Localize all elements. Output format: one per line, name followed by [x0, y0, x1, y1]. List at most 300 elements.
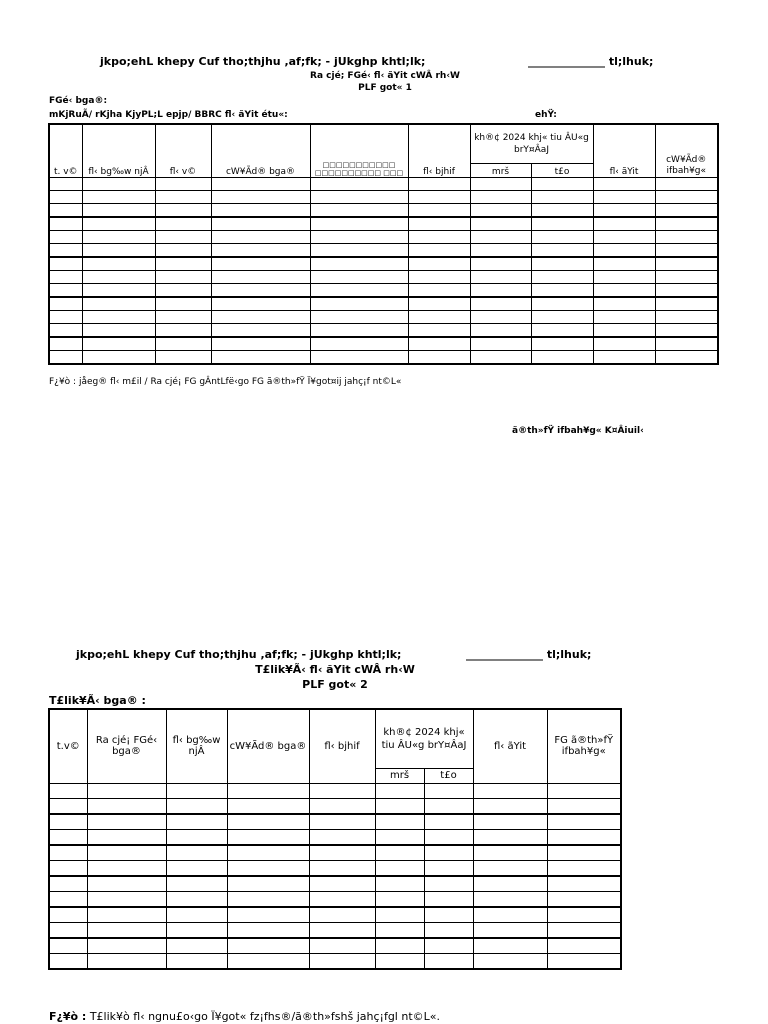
table-cell: [310, 204, 408, 218]
table-cell: [87, 814, 166, 830]
table-cell: [87, 953, 166, 969]
table-cell: [531, 178, 593, 191]
table-cell: [310, 337, 408, 351]
table-cell: [309, 938, 375, 954]
table-cell: [227, 845, 309, 861]
table-cell: [531, 191, 593, 204]
table-row: [49, 922, 621, 938]
table-cell: [408, 351, 470, 365]
table-cell: [87, 860, 166, 876]
month-label: ehŸ:: [535, 110, 557, 120]
table-cell: [531, 297, 593, 311]
table-cell: [655, 191, 718, 204]
table-cell: [655, 311, 718, 324]
table-row: [49, 845, 621, 861]
table-cell: [49, 271, 82, 284]
table-cell: [473, 907, 547, 923]
table-cell: [166, 907, 227, 923]
table-cell: [655, 324, 718, 338]
table-cell: [227, 922, 309, 938]
table-cell: [547, 907, 621, 923]
table-cell: [470, 231, 531, 244]
table-cell: [408, 257, 470, 271]
table-cell: [375, 798, 424, 814]
table-cell: [531, 271, 593, 284]
table-cell: [155, 204, 211, 218]
col-principal: mrš: [470, 164, 531, 178]
table-cell: [547, 953, 621, 969]
table-cell: [49, 798, 87, 814]
table-cell: [408, 324, 470, 338]
table-cell: [49, 938, 87, 954]
col-loan-amount: fl‹ bjhif: [309, 709, 375, 783]
table-cell: [593, 351, 655, 365]
table-cell: [82, 204, 155, 218]
table-cell: [655, 257, 718, 271]
table-cell: [82, 271, 155, 284]
table-cell: [408, 178, 470, 191]
table-cell: [470, 351, 531, 365]
table-row: [49, 324, 718, 338]
table-cell: [87, 891, 166, 907]
table-cell: [424, 922, 473, 938]
table-cell: [593, 191, 655, 204]
table-cell: [470, 337, 531, 351]
table-cell: [593, 337, 655, 351]
table-cell: [593, 324, 655, 338]
table-cell: [470, 257, 531, 271]
table-cell: [310, 297, 408, 311]
table-cell: [155, 337, 211, 351]
table-cell: [655, 204, 718, 218]
table-cell: [155, 351, 211, 365]
table-cell: [211, 337, 310, 351]
col-group-name: Ra cjé¡ FGé‹ bga®: [87, 709, 166, 783]
table-cell: [82, 244, 155, 258]
table-cell: [531, 204, 593, 218]
table-cell: [87, 783, 166, 798]
table-cell: [49, 351, 82, 365]
table-cell: [310, 351, 408, 365]
table-cell: [166, 798, 227, 814]
table-cell: [473, 783, 547, 798]
table-cell: [547, 860, 621, 876]
table-cell: [49, 922, 87, 938]
table-cell: [593, 217, 655, 231]
table-cell: [155, 324, 211, 338]
table-cell: [309, 860, 375, 876]
table-cell: [375, 953, 424, 969]
loan-balance-table-1: [48, 123, 719, 365]
table-cell: [593, 231, 655, 244]
table-cell: [82, 351, 155, 365]
table-cell: [49, 953, 87, 969]
table-cell: [424, 938, 473, 954]
table-cell: [49, 907, 87, 923]
table-cell: [87, 798, 166, 814]
table-cell: [424, 891, 473, 907]
table-row: [49, 257, 718, 271]
table-cell: [49, 284, 82, 298]
table-cell: [87, 845, 166, 861]
table-row: [49, 783, 621, 798]
table-cell: [82, 311, 155, 324]
table-row: [49, 953, 621, 969]
table-cell: [593, 204, 655, 218]
table-cell: [82, 324, 155, 338]
table-cell: [166, 938, 227, 954]
table-cell: [547, 845, 621, 861]
col-sno: t.v©: [49, 709, 87, 783]
table-cell: [655, 337, 718, 351]
table-cell: [424, 876, 473, 892]
table-cell: [227, 798, 309, 814]
table-cell: [424, 798, 473, 814]
table-cell: [227, 860, 309, 876]
table-cell: [547, 938, 621, 954]
table-cell: [82, 257, 155, 271]
table-row: [49, 217, 718, 231]
table-cell: [424, 907, 473, 923]
table-cell: [408, 217, 470, 231]
table-cell: [82, 337, 155, 351]
table-cell: [473, 798, 547, 814]
table-row: [49, 178, 718, 191]
table-cell: [470, 178, 531, 191]
table-cell: [547, 783, 621, 798]
table-cell: [408, 204, 470, 218]
table-cell: [211, 257, 310, 271]
table-cell: [87, 907, 166, 923]
table-cell: [49, 297, 82, 311]
group-name-label: FGé‹ bga®:: [49, 96, 108, 106]
table-cell: [211, 271, 310, 284]
col-period-header: kh®¢ 2024 khj« tiu ÂU«g brY¤ÂaJ: [470, 124, 593, 164]
table-cell: [593, 271, 655, 284]
table-row: [49, 311, 718, 324]
table-cell: [310, 178, 408, 191]
table-cell: [211, 204, 310, 218]
table-cell: [155, 217, 211, 231]
col-loan-no: fl‹ v©: [155, 124, 211, 178]
form2-form-number: PLF got« 2: [302, 678, 368, 691]
col-activity: □□□□□□□□□□□ □□□□□□□□□□ □□□: [310, 124, 408, 178]
table-cell: [166, 814, 227, 830]
table-cell: [211, 244, 310, 258]
federation-label: T£lik¥Ã‹ bga® :: [49, 694, 146, 707]
table-cell: [82, 284, 155, 298]
table-cell: [593, 311, 655, 324]
table-cell: [49, 178, 82, 191]
table-cell: [227, 938, 309, 954]
form1-subtitle: Ra cjé; FGé‹ fl‹ ãYit cWÂ rh‹W: [310, 71, 460, 81]
table-cell: [655, 217, 718, 231]
table-cell: [166, 922, 227, 938]
table-row: [49, 814, 621, 830]
table-cell: [375, 845, 424, 861]
table-cell: [375, 783, 424, 798]
col-interest: t£o: [531, 164, 593, 178]
table-cell: [470, 244, 531, 258]
table-cell: [593, 297, 655, 311]
col-principal: mrš: [375, 768, 424, 783]
table-cell: [309, 814, 375, 830]
table-cell: [309, 891, 375, 907]
table-cell: [473, 860, 547, 876]
table-cell: [593, 284, 655, 298]
table-cell: [309, 798, 375, 814]
table-cell: [309, 907, 375, 923]
table-cell: [470, 217, 531, 231]
table-cell: [310, 324, 408, 338]
table-cell: [82, 217, 155, 231]
table-cell: [309, 783, 375, 798]
table-cell: [87, 922, 166, 938]
table-cell: [424, 860, 473, 876]
table-cell: [87, 938, 166, 954]
table-cell: [227, 814, 309, 830]
table-cell: [155, 178, 211, 191]
table-cell: [531, 337, 593, 351]
table-cell: [531, 351, 593, 365]
village-line: mKjRuÃ/ rKjha KjyPL;L epjp/ BBRC fl‹ ãYit étu«:: [49, 110, 288, 120]
table-row: [49, 938, 621, 954]
table-cell: [593, 244, 655, 258]
table-cell: [166, 860, 227, 876]
table-cell: [547, 814, 621, 830]
table-cell: [49, 311, 82, 324]
col-sno: t. v©: [49, 124, 82, 178]
table-cell: [227, 953, 309, 969]
table-cell: [155, 231, 211, 244]
table-cell: [211, 324, 310, 338]
table-cell: [547, 922, 621, 938]
table-cell: [655, 297, 718, 311]
table-cell: [155, 297, 211, 311]
table-cell: [470, 324, 531, 338]
table-cell: [309, 953, 375, 969]
table-cell: [49, 244, 82, 258]
table-cell: [531, 284, 593, 298]
table-cell: [82, 178, 155, 191]
table-cell: [470, 191, 531, 204]
table-cell: [408, 271, 470, 284]
form2-note-text: T£lik¥ò fl‹ ngnu£o‹go Ï¥got« fz¡fhs®/ã®th»fshš jahç¡fgl nt©L«.: [86, 1010, 440, 1023]
table-cell: [227, 876, 309, 892]
table-cell: [310, 231, 408, 244]
col-remarks: cW¥Ãd® ifbah¥g«: [655, 124, 718, 178]
table-cell: [211, 284, 310, 298]
form1-signature: ã®th»fŸ ifbah¥g« K¤Âiuil‹: [512, 426, 644, 436]
table-cell: [49, 191, 82, 204]
table-row: [49, 297, 718, 311]
table-cell: [473, 953, 547, 969]
table-row: [49, 798, 621, 814]
table-cell: [155, 271, 211, 284]
table-cell: [408, 231, 470, 244]
table-cell: [49, 891, 87, 907]
table-cell: [375, 922, 424, 938]
table-cell: [531, 244, 593, 258]
table-cell: [655, 351, 718, 365]
table-cell: [227, 907, 309, 923]
table-cell: [82, 231, 155, 244]
table-cell: [310, 191, 408, 204]
table-cell: [166, 829, 227, 845]
table-row: [49, 351, 718, 365]
table-cell: [310, 217, 408, 231]
form1-title: jkpo;ehL khepy Cuf tho;thjhu ,af;fk; - jUkghp khtl;lk;: [100, 55, 426, 68]
table-cell: [49, 814, 87, 830]
table-cell: [82, 191, 155, 204]
table-cell: [310, 271, 408, 284]
table-cell: [155, 191, 211, 204]
table-cell: [211, 217, 310, 231]
table-row: [49, 244, 718, 258]
table-cell: [49, 829, 87, 845]
form1-date-label: ______________ tl;lhuk;: [528, 55, 654, 68]
loan-balance-table-2: [48, 708, 622, 970]
form2-note-prefix: F¿¥ò :: [49, 1010, 87, 1023]
table-cell: [375, 860, 424, 876]
col-member-name: fl‹ bg‰w njÂ: [82, 124, 155, 178]
table-cell: [531, 217, 593, 231]
table-cell: [310, 311, 408, 324]
table-cell: [166, 783, 227, 798]
table-cell: [49, 257, 82, 271]
table-row: [49, 891, 621, 907]
table-cell: [473, 814, 547, 830]
table-cell: [211, 311, 310, 324]
table-cell: [49, 860, 87, 876]
table-cell: [424, 829, 473, 845]
table-row: [49, 191, 718, 204]
table-cell: [211, 297, 310, 311]
col-interest: t£o: [424, 768, 473, 783]
form2-title: jkpo;ehL khepy Cuf tho;thjhu ,af;fk; - jUkghp khtl;lk;: [76, 648, 402, 661]
table-cell: [309, 876, 375, 892]
table-cell: [227, 829, 309, 845]
table-cell: [155, 311, 211, 324]
table-cell: [49, 783, 87, 798]
table-row: [49, 271, 718, 284]
col-balance: fl‹ ãYit: [473, 709, 547, 783]
table-cell: [547, 798, 621, 814]
table-row: [49, 876, 621, 892]
form2-note: [49, 1010, 440, 1023]
table-cell: [655, 231, 718, 244]
table-cell: [375, 907, 424, 923]
table-cell: [49, 337, 82, 351]
table-cell: [211, 178, 310, 191]
table-cell: [211, 231, 310, 244]
table-cell: [166, 953, 227, 969]
table-cell: [49, 324, 82, 338]
table-cell: [310, 244, 408, 258]
table-row: [49, 231, 718, 244]
table-cell: [655, 244, 718, 258]
table-cell: [155, 244, 211, 258]
table-cell: [424, 814, 473, 830]
table-cell: [49, 876, 87, 892]
table-cell: [655, 284, 718, 298]
table-cell: [424, 845, 473, 861]
table-cell: [408, 337, 470, 351]
table-cell: [310, 284, 408, 298]
table-cell: [547, 891, 621, 907]
table-cell: [473, 876, 547, 892]
table-cell: [375, 814, 424, 830]
table-cell: [470, 204, 531, 218]
table-cell: [309, 922, 375, 938]
table-cell: [408, 191, 470, 204]
table-cell: [408, 311, 470, 324]
col-remarks: FG ã®th»fŸ ifbah¥g«: [547, 709, 621, 783]
table-row: [49, 337, 718, 351]
table-row: [49, 907, 621, 923]
col-period-header: kh®¢ 2024 khj« tiu ÂU«g brY¤ÂaJ: [375, 709, 473, 768]
table-cell: [166, 845, 227, 861]
table-row: [49, 284, 718, 298]
table-cell: [473, 845, 547, 861]
table-cell: [655, 271, 718, 284]
table-cell: [87, 829, 166, 845]
table-cell: [473, 829, 547, 845]
table-cell: [473, 938, 547, 954]
table-cell: [211, 351, 310, 365]
table-cell: [49, 231, 82, 244]
form2-date-label: ______________ tl;lhuk;: [466, 648, 592, 661]
table-cell: [531, 324, 593, 338]
table-cell: [655, 178, 718, 191]
table-cell: [375, 938, 424, 954]
col-loan-amount: fl‹ bjhif: [408, 124, 470, 178]
col-member-name: fl‹ bg‰w njÂ: [166, 709, 227, 783]
table-cell: [470, 284, 531, 298]
table-cell: [166, 876, 227, 892]
table-cell: [49, 204, 82, 218]
table-cell: [470, 271, 531, 284]
table-cell: [227, 891, 309, 907]
table-cell: [375, 891, 424, 907]
table-cell: [309, 829, 375, 845]
table-cell: [166, 891, 227, 907]
table-cell: [531, 257, 593, 271]
table-cell: [49, 845, 87, 861]
table-cell: [424, 783, 473, 798]
col-balance: fl‹ ãYit: [593, 124, 655, 178]
table-cell: [49, 217, 82, 231]
table-cell: [470, 297, 531, 311]
table-cell: [473, 922, 547, 938]
col-purpose: cW¥Ãd® bga®: [227, 709, 309, 783]
table-cell: [155, 257, 211, 271]
table-cell: [155, 284, 211, 298]
table-cell: [87, 876, 166, 892]
table-cell: [547, 829, 621, 845]
table-cell: [408, 284, 470, 298]
table-row: [49, 829, 621, 845]
form1-form-number: PLF got« 1: [358, 83, 412, 93]
table-cell: [375, 876, 424, 892]
table-cell: [408, 244, 470, 258]
table-cell: [424, 953, 473, 969]
table-cell: [82, 297, 155, 311]
table-cell: [227, 783, 309, 798]
table-cell: [211, 191, 310, 204]
table-cell: [531, 231, 593, 244]
form1-note: F¿¥ò : jåeg® fl‹ m£il / Ra cjé¡ FG gÂntLfë‹go FG ã®th»fŸ Ï¥got¤ij jahç¡f nt©L«: [49, 377, 402, 387]
